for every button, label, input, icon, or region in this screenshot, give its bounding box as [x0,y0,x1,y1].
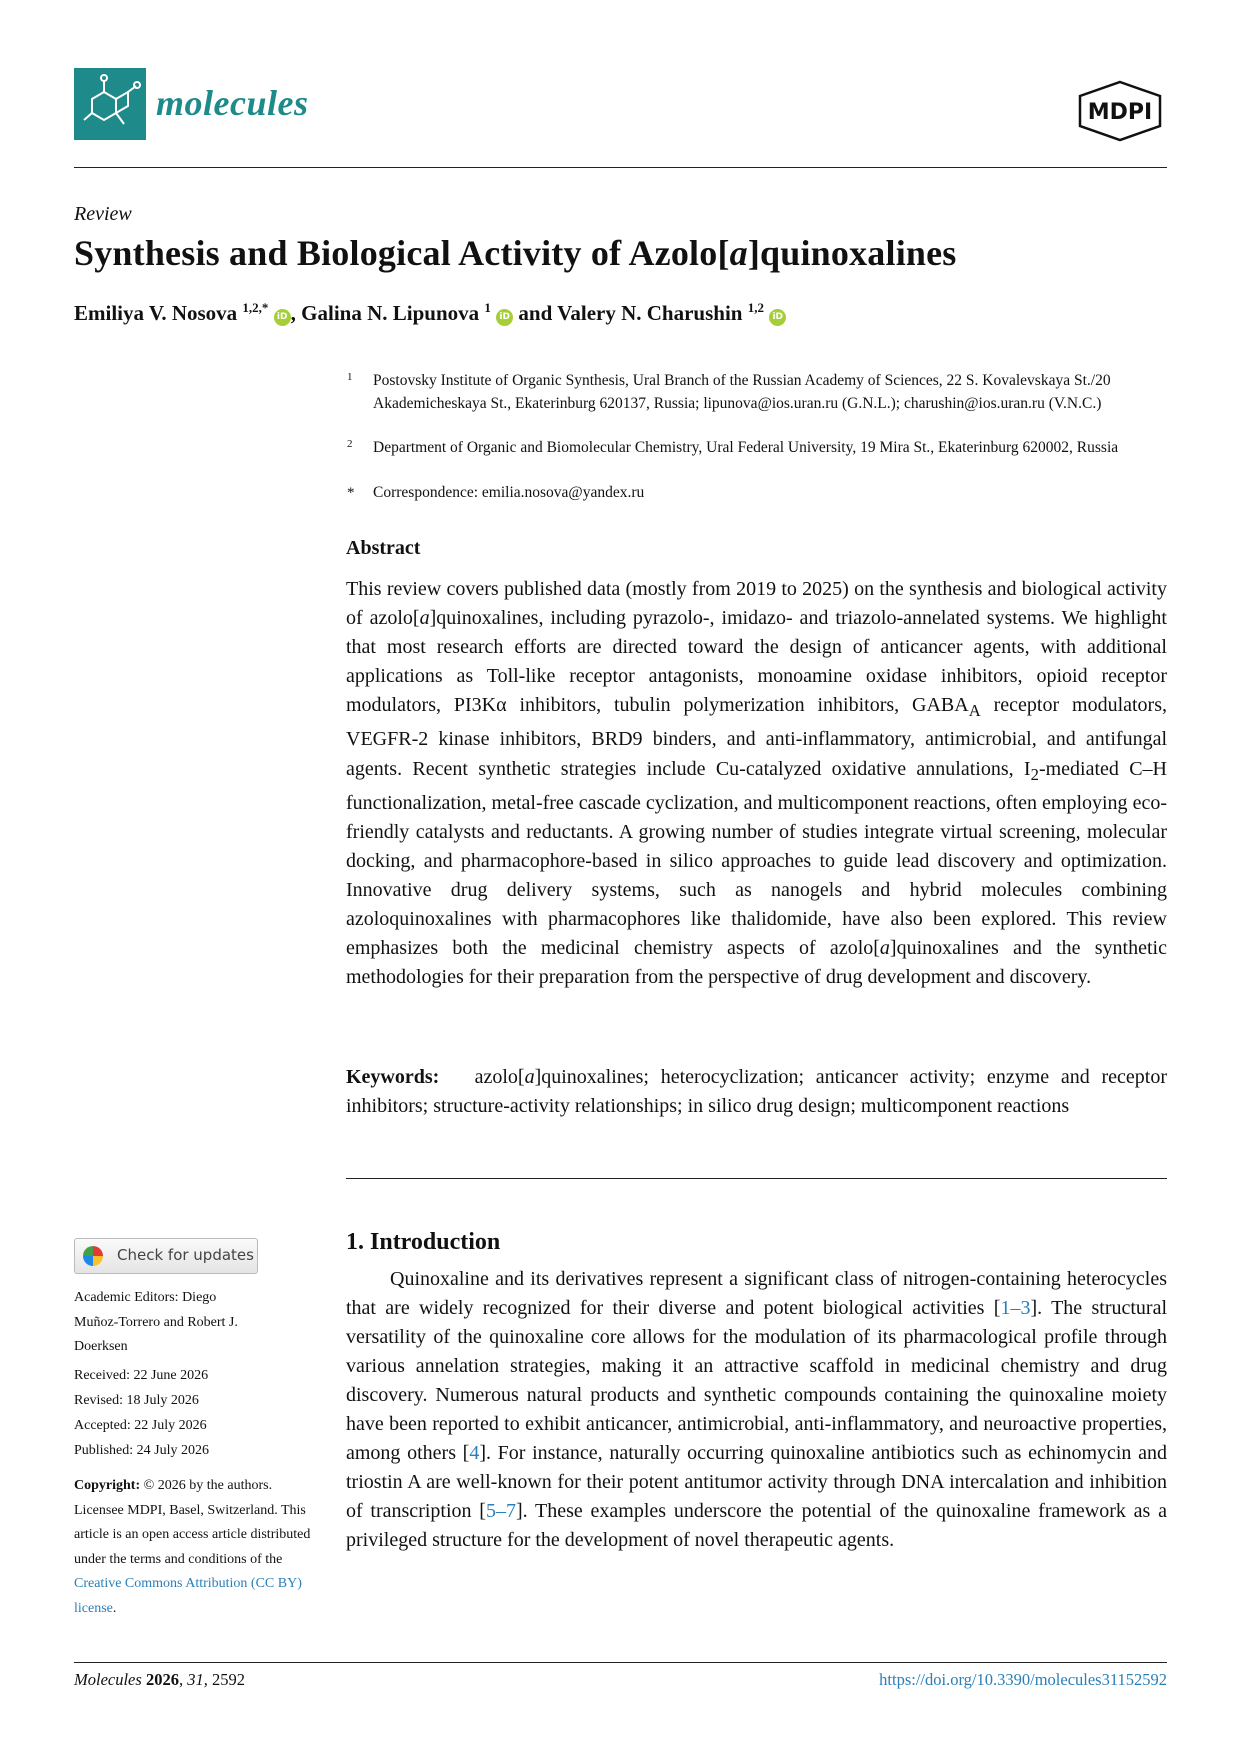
article-title: Synthesis and Biological Activity of Azolo[a]quinoxalines [74,233,957,273]
abstract-text: This review covers published data (mostly from 2019 to 2025) on the synthesis and biological activity of azolo[a]quinoxalines, including pyrazolo-, imidazo- and triazolo-annelated systems. We highlight that most research efforts are directed toward the design of anticancer agents, with additional applications as Toll-like receptor antagonists, monoamine oxidase inhibitors, opioid receptor modulators, PI3Kα inhibitors, tubulin polymerization inhibitors, $GABA_A$ receptor modulators, VEGFR-2 kinase inhibitors, BRD9 binders, and anti-inflammatory, antimicrobial, and antifungal agents. Recent synthetic strategies include Cu-catalyzed oxidative annulations, $I_2$-mediated C–H functionalization, metal-free cascade cyclization, and multicomponent reactions, often employing eco-friendly catalysts and reductants. A growing number of studies integrate virtual screening, molecular docking, and pharmacophore-based in silico approaches to guide lead discovery and optimization. Innovative drug delivery systems, such as nanogels and hybrid molecules combining azoloquinoxalines with pharmacophores like thalidomide, have also been explored. This review emphasizes both the medicinal chemistry aspects of azolo[a]quinoxalines and the synthetic methodologies for their preparation from the perspective of drug development and discovery. [346,578,1168,989]
published-date: Published: 24 July 2026 [74,1443,209,1458]
molecule-hexagon-icon [74,68,146,140]
keywords-label: Keywords: [346,1066,440,1088]
author-name: Emiliya V. Nosova [74,301,238,325]
orcid-icon[interactable]: iD [769,309,786,326]
check-updates-icon [83,1246,103,1266]
article-type: Review [74,203,132,225]
accepted-date: Accepted: 22 July 2026 [74,1418,207,1433]
reference-link[interactable]: 4 [469,1442,480,1464]
author-list: Emiliya V. Nosova $^{1,2,*}$ iD , Galina N. Lipunova $^1$ iD and Valery N. Charushin $^{1,2}$ iD [74,300,786,326]
check-for-updates-button[interactable]: Check for updates [74,1238,258,1274]
author-name: Valery N. Charushin [557,301,743,325]
affiliation-2: 2 Department of Organic and Biomolecular Chemistry, Ural Federal University, 19 Mira St., Ekaterinburg 620002, Russia [347,438,1119,456]
journal-name: molecules [156,83,309,123]
received-date: Received: 22 June 2026 [74,1368,209,1383]
header-rule [74,167,1167,168]
introduction-heading: 1. Introduction [346,1229,501,1255]
correspondence: * Correspondence: emilia.nosova@yandex.ru [347,484,645,501]
journal-logo-box [74,68,146,140]
copyright-notice: Copyright: © 2026 by the authors. Licensee MDPI, Basel, Switzerland. This article is an open access article distributed under the terms and conditions of the Creative Commons Attribution (CC BY) license. [74,1478,311,1616]
doi-link[interactable]: https://doi.org/10.3390/molecules31152592 [879,1670,1167,1689]
introduction-text: Quinoxaline and its derivatives represent a significant class of nitrogen-containing heterocycles that are widely recognized for their diverse and potent biological activities [1–3]. The structural versatility of the quinoxaline core allows for the modulation of its pharmacological profile through various annelation strategies, making it an attractive scaffold in medicinal chemistry and drug discovery. Numerous natural products and synthetic compounds containing the quinoxaline moiety have been reported to exhibit anticancer, antimicrobial, anti-inflammatory, and neuroactive properties, among others [4]. For instance, naturally occurring quinoxaline antibiotics such as echinomycin and triostin A are well-known for their potent antitumor activity through DNA intercalation and inhibition of transcription [5–7]. These examples underscore the potential of the quinoxaline framework as a privileged structure for the development of novel therapeutic agents. [346,1268,1168,1551]
mdpi-logo [1074,80,1166,142]
author-name: Galina N. Lipunova [301,301,480,325]
mdpi-logo-text: MDPI [1087,100,1153,125]
reference-link[interactable]: 5–7 [485,1500,516,1522]
keywords: Keywords: azolo[a]quinoxalines; heterocyclization; anticancer activity; enzyme and receptor inhibitors; structure-activity relationships; in silico drug design; multicomponent reactions [346,1066,1168,1117]
section-rule [346,1178,1167,1179]
license-link[interactable]: Creative Commons Attribution (CC BY) license [74,1576,302,1616]
reference-link[interactable]: 1–3 [1000,1297,1031,1319]
academic-editors: Academic Editors: Diego Muñoz-Torrero and Robert J. Doerksen [74,1290,238,1354]
orcid-icon[interactable]: iD [496,309,513,326]
affiliation-1: 1 Postovsky Institute of Organic Synthesis, Ural Branch of the Russian Academy of Sciences, 22 S. Kovalevskaya St./20 Akademicheskaya St., Ekaterinburg 620137, Russia; lipunova@ios.uran.ru (G.N.L.); charushin@ios.uran.ru (V.N.C.) [347,371,1111,412]
orcid-icon[interactable]: iD [274,309,291,326]
abstract-heading: Abstract [346,537,421,559]
footer-rule [74,1662,1167,1663]
footer-citation: Molecules 2026, 31, 2592 [74,1670,245,1689]
revised-date: Revised: 18 July 2026 [74,1393,199,1408]
